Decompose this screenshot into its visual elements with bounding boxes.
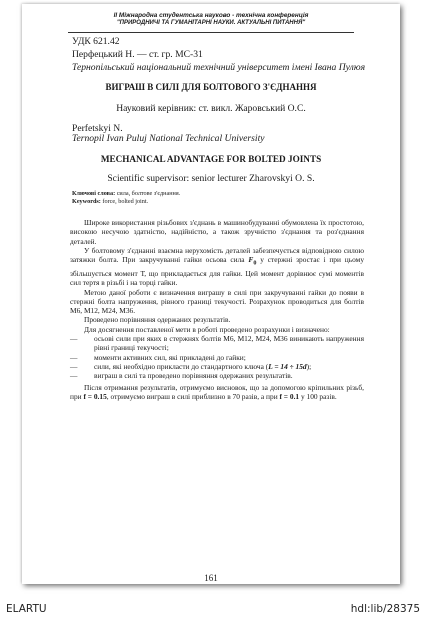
paragraph-2: У болтовому з'єднанні взаємна нерухомість деталей забезпечується відповідною силою затяжки болта. При закручуванні гайки осьова сила $F_0$ у стержні зростає і при цьому збільшується момент Т, що прикладається для гайки. Цей момент дорівнює сумі моментів сил тертя в різьбі і на торці гайки.: [70, 245, 365, 288]
conference-header-line1: ІІ Міжнародна студентська науково - технічна конференція: [113, 12, 309, 19]
title-ua: ВИГРАШ В СИЛІ ДЛЯ БОЛТОВОГО З'ЄДНАННЯ: [105, 82, 317, 92]
keywords-ua-label: Ключові слова:: [72, 190, 116, 197]
author-en: Perfetskyi N.: [72, 123, 123, 134]
list-item: — осьові сили при яких в стержнях болтів М6, М12, М24, М36 виникають напруження рівні границі текучості;: [70, 334, 364, 353]
conference-header: [22, 12, 400, 27]
force-symbol: F: [248, 255, 254, 265]
author-ua: Перфецький Н. — ст. гр. МС-31: [72, 49, 203, 60]
friction-01: f = 0.1: [279, 391, 300, 401]
paragraph-conclusion: Після отримання результатів, отримуємо висновок, що за допомогою кріпильних різьб, при f = 0.15, отримуємо виграш в силі приблизно в 70 разів, а при f = 0.1 у 100 разів.: [70, 382, 364, 401]
list-item: — сили, які необхідно прикласти до стандартного ключа (L = 14 ÷ 15d);: [70, 361, 312, 371]
list-item: — моменти активних сил, які прикладені до гайки;: [70, 352, 246, 362]
conference-header-line2: "ПРИРОДНИЧІ ТА ГУМАНІТАРНІ НАУКИ. АКТУАЛЬНІ ПИТАННЯ": [116, 19, 306, 26]
paragraph-1: Широке використання різьбових з'єднань в машинобудуванні обумовлена їх простотою, високою несучою здатністю, надійністю, а також зручністю з'єднання та роз'єднання деталей.: [70, 218, 364, 246]
paragraph-5: Для досягнення поставленої мети в роботі проведено розрахунки і визначено:: [84, 324, 330, 334]
header-divider: [68, 32, 354, 33]
repository-footer: [0, 598, 424, 620]
repository-name: ELARTU: [6, 603, 47, 615]
keywords-ua-text: сила, болтове з'єднання.: [115, 190, 181, 197]
keywords-en: [72, 198, 148, 205]
article-body: [70, 218, 364, 401]
supervisor-en: Scientific supervisor: senior lecturer Zharovskyi O. S.: [107, 173, 315, 184]
friction-015: f = 0.15: [83, 391, 107, 401]
list-item: — виграш в силі та проведено порівняння одержаних результатів.: [70, 371, 293, 381]
title-en: MECHANICAL ADVANTAGE FOR BOLTED JOINTS: [100, 154, 322, 164]
supervisor-ua: Науковий керівник: ст. викл. Жаровський О.С.: [116, 103, 306, 114]
keywords-en-label: Keywords:: [72, 198, 101, 205]
keywords-ua: [72, 190, 180, 197]
paragraph-4: Проведено порівняння одержаних результатів.: [84, 315, 231, 325]
document-page: [22, 4, 400, 584]
wrench-length-formula: L = 14 ÷ 15d: [268, 361, 307, 371]
udc-code: УДК 621.42: [72, 36, 120, 47]
paragraph-3: Метою даної роботи є визначення виграшу в силі при закручуванні гайки до появи в стержні болта напруження, рівного границі текучості. Розрахунок проводиться для болтів М6, М12, М24, М36.: [70, 287, 364, 316]
page-number: 161: [204, 573, 218, 583]
institution-ua: Тернопільський національний технічний університет імені Івана Пулюя: [72, 62, 366, 73]
handle-link[interactable]: hdl:lib/28375: [350, 603, 420, 615]
institution-en: Ternopil Ivan Puluj National Technical University: [72, 133, 265, 144]
keywords-en-text: force, bolted joint.: [100, 198, 149, 205]
